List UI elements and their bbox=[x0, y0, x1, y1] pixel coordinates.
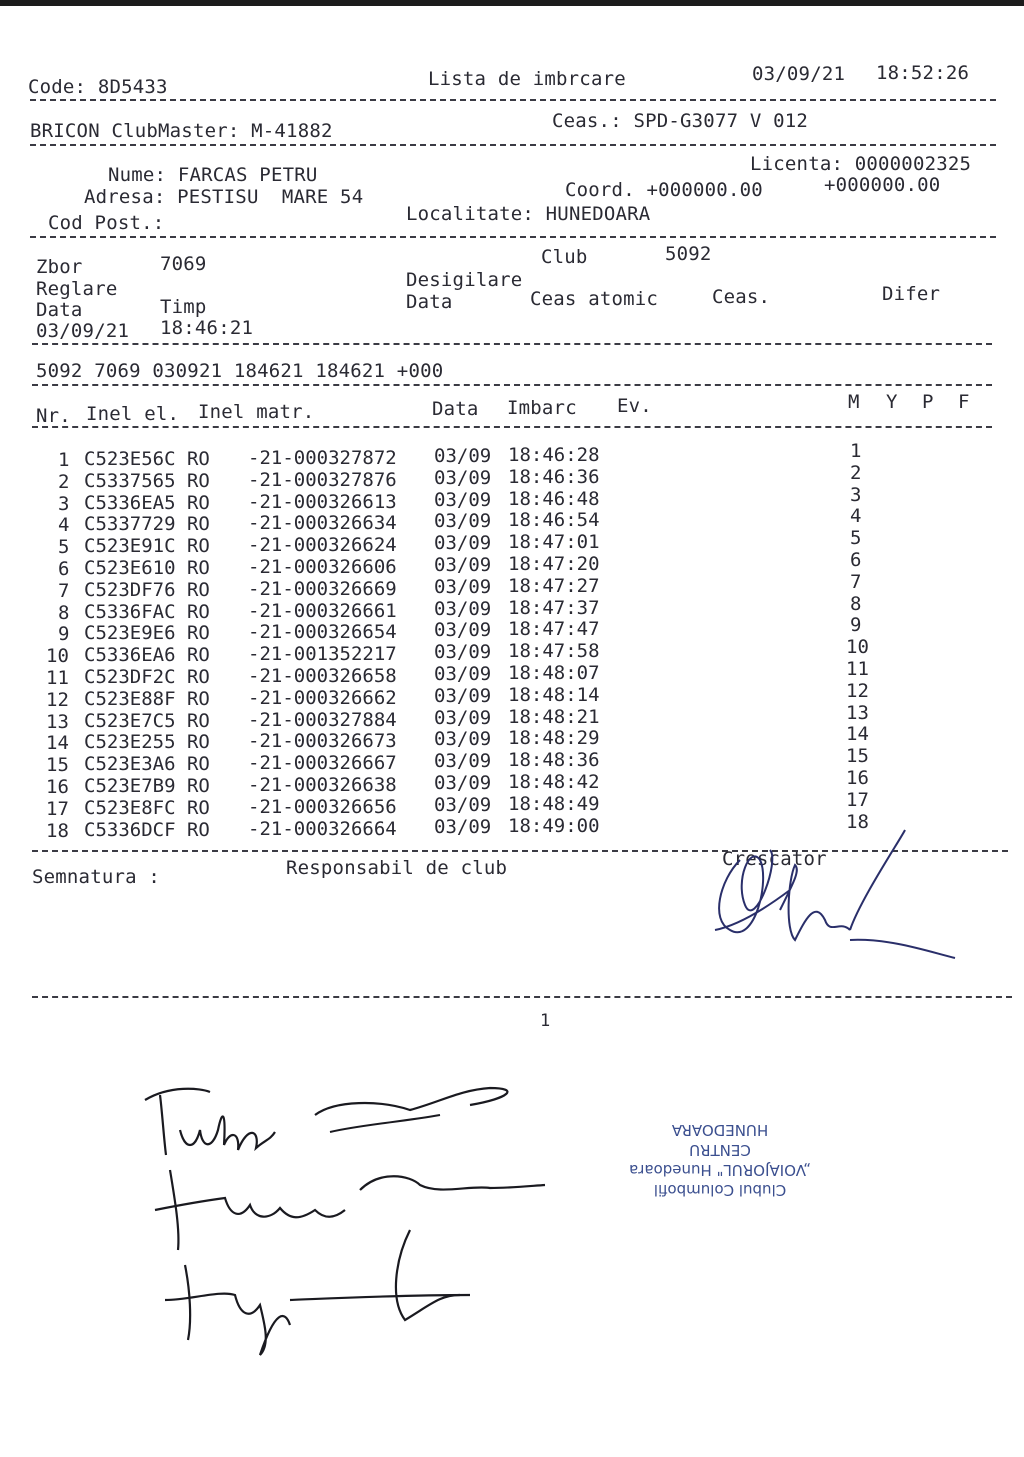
stamp-line: Clubul Columbofil bbox=[653, 1181, 787, 1199]
row-m: 6 bbox=[850, 549, 862, 571]
row-m: 8 bbox=[850, 593, 862, 615]
row-time: 18:48:29 bbox=[508, 727, 600, 749]
row-date: 03/09 bbox=[434, 794, 492, 816]
row-nr: 2 bbox=[58, 471, 70, 493]
semnatura-label: Semnatura : bbox=[32, 866, 161, 888]
row-time: 18:47:58 bbox=[508, 640, 600, 662]
row-date: 03/09 bbox=[434, 445, 492, 467]
row-time: 18:47:20 bbox=[508, 553, 600, 575]
row-nr: 3 bbox=[58, 493, 70, 515]
row-inel-el: C5337565 RO bbox=[84, 470, 210, 492]
row-time: 18:48:14 bbox=[508, 684, 600, 706]
clubmaster-label: BRICON ClubMaster: M-41882 bbox=[30, 120, 333, 142]
crescator-label: Crescator bbox=[722, 848, 827, 870]
nume-label: Nume: FARCAS PETRU bbox=[108, 164, 318, 186]
row-inel-matr: -21-000326673 bbox=[248, 730, 397, 752]
row-nr: 5 bbox=[58, 536, 70, 558]
row-date: 03/09 bbox=[434, 707, 492, 729]
reglare-time: 18:46:21 bbox=[160, 317, 254, 339]
row-inel-el: C523E88F RO bbox=[84, 688, 210, 710]
row-time: 18:46:36 bbox=[508, 466, 600, 488]
localitate-label: Localitate: HUNEDOARA bbox=[406, 203, 651, 225]
col-nr: Nr. bbox=[36, 405, 71, 427]
timp-label: Timp bbox=[160, 296, 207, 318]
row-time: 18:47:47 bbox=[508, 618, 600, 640]
row-inel-matr: -21-000326613 bbox=[248, 491, 397, 513]
row-inel-matr: -21-000326662 bbox=[248, 687, 397, 709]
club-value: 5092 bbox=[665, 243, 712, 265]
row-time: 18:48:36 bbox=[508, 749, 600, 771]
ceas-short-label: Ceas. bbox=[712, 286, 771, 308]
ceas-label: Ceas.: SPD-G3077 V 012 bbox=[552, 110, 809, 132]
row-inel-el: C523E7B9 RO bbox=[84, 775, 210, 797]
row-date: 03/09 bbox=[434, 816, 492, 838]
club-label: Club bbox=[541, 246, 588, 268]
row-m: 11 bbox=[846, 658, 869, 680]
row-m: 13 bbox=[846, 702, 869, 724]
stamp-line: HUNEDOARA bbox=[671, 1121, 769, 1139]
col-f: F bbox=[958, 391, 970, 413]
row-inel-matr: -21-000326624 bbox=[248, 534, 397, 556]
row-nr: 17 bbox=[46, 798, 69, 820]
row-time: 18:48:07 bbox=[508, 662, 600, 684]
document-title: Lista de imbrcare bbox=[428, 68, 626, 90]
row-date: 03/09 bbox=[434, 728, 492, 750]
row-inel-el: C523E3A6 RO bbox=[84, 753, 210, 775]
divider bbox=[32, 384, 992, 386]
row-inel-matr: -21-000326658 bbox=[248, 665, 397, 687]
page-number: 1 bbox=[540, 1011, 551, 1031]
row-date: 03/09 bbox=[434, 641, 492, 663]
row-nr: 12 bbox=[46, 689, 69, 711]
row-nr: 7 bbox=[58, 580, 70, 602]
row-time: 18:47:37 bbox=[508, 597, 600, 619]
row-time: 18:48:42 bbox=[508, 771, 600, 793]
row-inel-el: C523E255 RO bbox=[84, 731, 210, 753]
row-nr: 16 bbox=[46, 776, 69, 798]
row-date: 03/09 bbox=[434, 576, 492, 598]
header-date: 03/09/21 bbox=[752, 63, 846, 85]
ceas-atomic-label: Ceas atomic bbox=[530, 288, 659, 310]
stamp-line: „VOIAJORUL" Hunedoara bbox=[629, 1161, 811, 1179]
difer-label: Difer bbox=[882, 283, 941, 305]
row-m: 3 bbox=[850, 484, 862, 506]
divider bbox=[30, 99, 996, 101]
divider bbox=[30, 236, 996, 238]
row-nr: 13 bbox=[46, 711, 69, 733]
adresa-label: Adresa: PESTISU MARE 54 bbox=[84, 186, 364, 208]
handwritten-signatures bbox=[140, 1070, 560, 1370]
col-ev: Ev. bbox=[617, 395, 652, 417]
col-y: Y bbox=[886, 391, 898, 413]
row-nr: 1 bbox=[58, 449, 70, 471]
coord-label: Coord. +000000.00 bbox=[565, 179, 763, 201]
row-m: 16 bbox=[846, 767, 869, 789]
row-date: 03/09 bbox=[434, 510, 492, 532]
row-m: 5 bbox=[850, 527, 862, 549]
crescator-signature bbox=[700, 820, 970, 970]
row-m: 1 bbox=[850, 440, 862, 462]
reglare-date: 03/09/21 bbox=[36, 320, 130, 342]
col-inel-el: Inel el. bbox=[86, 403, 180, 425]
row-time: 18:46:48 bbox=[508, 488, 600, 510]
col-data: Data bbox=[432, 398, 479, 420]
row-inel-matr: -21-000327876 bbox=[248, 469, 397, 491]
row-time: 18:46:54 bbox=[508, 509, 600, 531]
header-time: 18:52:26 bbox=[876, 62, 970, 84]
row-inel-matr: -21-000326638 bbox=[248, 774, 397, 796]
row-m: 2 bbox=[850, 462, 862, 484]
row-time: 18:48:21 bbox=[508, 706, 600, 728]
row-nr: 11 bbox=[46, 667, 69, 689]
row-nr: 8 bbox=[58, 602, 70, 624]
row-m: 14 bbox=[846, 723, 869, 745]
row-inel-matr: -21-000326669 bbox=[248, 578, 397, 600]
desigilare-label: Desigilare bbox=[406, 269, 523, 291]
row-date: 03/09 bbox=[434, 532, 492, 554]
row-inel-el: C523E56C RO bbox=[84, 448, 210, 470]
row-inel-el: C5336EA5 RO bbox=[84, 492, 210, 514]
row-inel-matr: -21-001352217 bbox=[248, 643, 397, 665]
row-inel-matr: -21-000326654 bbox=[248, 621, 397, 643]
row-inel-matr: -21-000327884 bbox=[248, 709, 397, 731]
row-date: 03/09 bbox=[434, 467, 492, 489]
row-m: 15 bbox=[846, 745, 869, 767]
row-m: 9 bbox=[850, 614, 862, 636]
row-m: 7 bbox=[850, 571, 862, 593]
code-label: Code: 8D5433 bbox=[28, 76, 168, 98]
row-inel-matr: -21-000326606 bbox=[248, 556, 397, 578]
divider bbox=[32, 996, 1012, 998]
row-date: 03/09 bbox=[434, 772, 492, 794]
data2-label: Data bbox=[406, 291, 453, 313]
row-inel-matr: -21-000326634 bbox=[248, 512, 397, 534]
row-inel-el: C5336FAC RO bbox=[84, 601, 210, 623]
row-inel-el: C523E9E6 RO bbox=[84, 622, 210, 644]
row-inel-matr: -21-000326664 bbox=[248, 818, 397, 840]
col-p: P bbox=[922, 391, 934, 413]
coord2-value: +000000.00 bbox=[824, 174, 941, 196]
row-inel-el: C523DF2C RO bbox=[84, 666, 210, 688]
row-inel-el: C523E8FC RO bbox=[84, 797, 210, 819]
row-inel-matr: -21-000326667 bbox=[248, 752, 397, 774]
row-date: 03/09 bbox=[434, 598, 492, 620]
row-nr: 4 bbox=[58, 514, 70, 536]
stamp-line: CENTRU bbox=[689, 1141, 751, 1159]
summary-line: 5092 7069 030921 184621 184621 +000 bbox=[36, 360, 444, 382]
zbor-value: 7069 bbox=[160, 253, 207, 275]
row-date: 03/09 bbox=[434, 750, 492, 772]
row-time: 18:48:49 bbox=[508, 793, 600, 815]
responsabil-label: Responsabil de club bbox=[286, 857, 508, 879]
divider bbox=[32, 426, 992, 428]
row-inel-el: C523E7C5 RO bbox=[84, 710, 210, 732]
row-m: 18 bbox=[846, 811, 869, 833]
row-time: 18:47:27 bbox=[508, 575, 600, 597]
row-date: 03/09 bbox=[434, 489, 492, 511]
row-m: 12 bbox=[846, 680, 869, 702]
row-time: 18:49:00 bbox=[508, 815, 600, 837]
row-inel-el: C5336DCF RO bbox=[84, 819, 210, 841]
row-inel-el: C5337729 RO bbox=[84, 513, 210, 535]
zbor-label: Zbor bbox=[36, 256, 83, 278]
col-m: M bbox=[848, 391, 860, 413]
row-m: 10 bbox=[846, 636, 869, 658]
row-inel-matr: -21-000326656 bbox=[248, 796, 397, 818]
row-nr: 14 bbox=[46, 732, 69, 754]
row-date: 03/09 bbox=[434, 619, 492, 641]
row-nr: 10 bbox=[46, 645, 69, 667]
reglare-label: Reglare bbox=[36, 278, 118, 300]
licenta-label: Licenta: 0000002325 bbox=[750, 153, 972, 175]
data-label: Data bbox=[36, 299, 83, 321]
page-edge bbox=[0, 0, 1024, 6]
row-inel-el: C523E91C RO bbox=[84, 535, 210, 557]
row-inel-el: C5336EA6 RO bbox=[84, 644, 210, 666]
row-time: 18:46:28 bbox=[508, 444, 600, 466]
row-date: 03/09 bbox=[434, 685, 492, 707]
club-stamp bbox=[600, 1110, 840, 1200]
row-inel-el: C523DF76 RO bbox=[84, 579, 210, 601]
row-date: 03/09 bbox=[434, 663, 492, 685]
row-time: 18:47:01 bbox=[508, 531, 600, 553]
row-inel-matr: -21-000326661 bbox=[248, 600, 397, 622]
col-inel-matr: Inel matr. bbox=[198, 401, 315, 423]
col-imbarc: Imbarc bbox=[507, 397, 577, 419]
row-nr: 15 bbox=[46, 754, 69, 776]
row-date: 03/09 bbox=[434, 554, 492, 576]
divider bbox=[30, 144, 996, 146]
row-m: 4 bbox=[850, 505, 862, 527]
row-nr: 9 bbox=[58, 623, 70, 645]
row-inel-el: C523E610 RO bbox=[84, 557, 210, 579]
row-m: 17 bbox=[846, 789, 869, 811]
row-inel-matr: -21-000327872 bbox=[248, 447, 397, 469]
row-nr: 6 bbox=[58, 558, 70, 580]
row-nr: 18 bbox=[46, 820, 69, 842]
cod-post-label: Cod Post.: bbox=[48, 212, 165, 234]
divider bbox=[32, 343, 992, 345]
